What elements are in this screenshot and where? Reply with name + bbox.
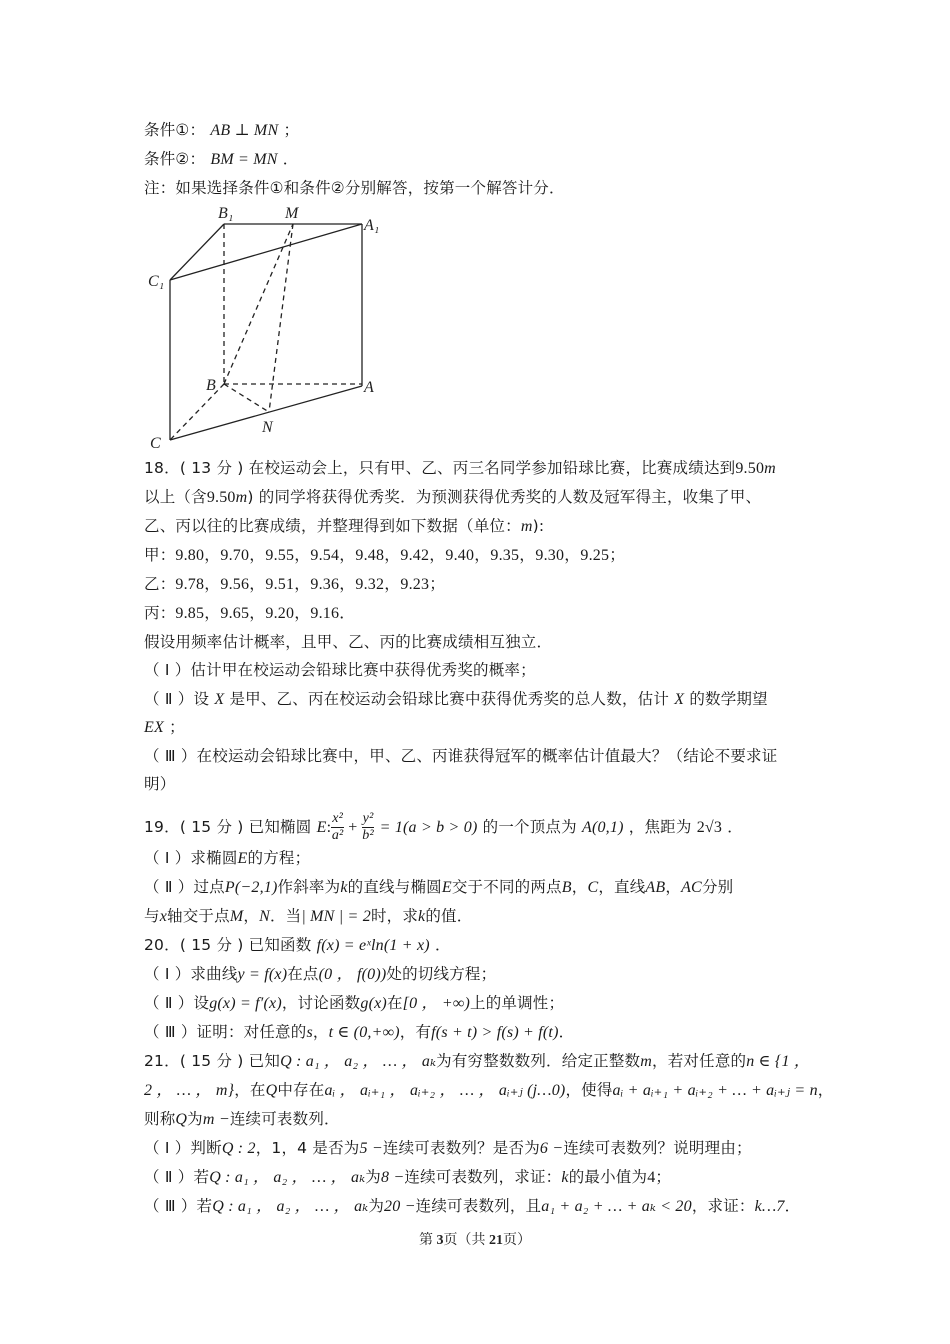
q21-text: 连续可表数列． xyxy=(229,1110,340,1128)
q21-text: ，求证： xyxy=(691,1197,755,1215)
condition-2-math: BM = MN xyxy=(210,151,278,168)
point-B: B xyxy=(561,879,572,896)
q21-line-2 xyxy=(144,1080,833,1101)
punct: ； xyxy=(169,718,185,736)
punct: ， xyxy=(243,907,260,925)
unit: m xyxy=(235,489,248,506)
q18-text: 的数学期望 xyxy=(689,690,768,708)
q18-line-1 xyxy=(144,458,776,479)
var-m: m xyxy=(640,1053,653,1070)
q21-part-2 xyxy=(144,1167,671,1188)
denominator: b² xyxy=(362,828,374,843)
q18-text: 以上（含 xyxy=(144,488,207,506)
value-6: 6 − xyxy=(539,1140,564,1157)
q21-text: （ Ⅱ ）若 xyxy=(144,1168,210,1186)
sum-equation: aᵢ + aᵢ₊₁ + aᵢ₊₂ + … + aᵢ₊ⱼ = n xyxy=(612,1082,818,1099)
var-E: E xyxy=(237,850,248,867)
var-X: X xyxy=(674,691,685,708)
q21-text: ，使得 xyxy=(565,1081,613,1099)
q20-text: （ Ⅱ ）设 xyxy=(144,994,210,1012)
footer-text: 页（共 xyxy=(443,1233,489,1248)
q21-text: 连续可表数列，求证： xyxy=(404,1168,562,1186)
prism-figure xyxy=(142,200,402,452)
point-C: C xyxy=(587,879,599,896)
punct: ． xyxy=(784,1197,801,1215)
q19-text: ，焦距为 xyxy=(628,818,692,836)
q19-text: 的方程； xyxy=(247,849,311,867)
sequence-Q: Q xyxy=(265,1082,278,1099)
interval: [0 ， +∞) xyxy=(402,995,470,1012)
k-bound: k…7 xyxy=(754,1198,785,1215)
q19-text: ，直线 xyxy=(598,878,646,896)
q19-text: 的值． xyxy=(425,907,473,925)
q21-text: 为 xyxy=(368,1197,385,1215)
total-pages: 21 xyxy=(489,1233,503,1248)
q18-line-2 xyxy=(144,487,761,508)
condition-1-label: 条件①： xyxy=(144,121,206,139)
q20-part-1 xyxy=(144,964,496,985)
var-k: k xyxy=(340,879,348,896)
label-A: A xyxy=(364,379,374,396)
q20-part-3 xyxy=(144,1022,574,1043)
q21-text: 则称 xyxy=(144,1110,176,1128)
punct: ， xyxy=(571,878,588,896)
var-m: m − xyxy=(202,1111,230,1128)
q18-text: （ Ⅱ ）设 xyxy=(144,690,210,708)
q19-text: 时，求 xyxy=(370,907,419,925)
punct: ； xyxy=(283,121,300,139)
line-AB: AB xyxy=(645,879,666,896)
score-label: 丙： xyxy=(144,604,176,622)
condition-1-math: AB ⊥ MN xyxy=(210,122,279,139)
condition-MN: | MN | = 2 xyxy=(301,908,371,925)
condition-2-label: 条件②： xyxy=(144,150,206,168)
q18-text: 是甲、乙、丙在校运动会铅球比赛中获得优秀奖的总人数，估计 xyxy=(229,690,670,708)
q21-text: 连续可表数列？说明理由； xyxy=(563,1139,752,1157)
q18-part-1: （ Ⅰ ）估计甲在校运动会铅球比赛中获得优秀奖的概率； xyxy=(144,661,536,679)
q18-part-3: （ Ⅲ ）在校运动会铅球比赛中，甲、乙、丙谁获得冠军的概率估计值最大？（结论不要求证 xyxy=(144,747,778,765)
q21-text: ，若对任意的 xyxy=(652,1052,747,1070)
condition-2 xyxy=(144,149,299,170)
q18-scores-jia xyxy=(144,545,625,566)
q19-text: （ Ⅰ ）求椭圆 xyxy=(144,849,238,867)
punct: ， xyxy=(665,878,682,896)
label-B: B xyxy=(206,377,216,394)
label-C1: C₁ xyxy=(148,273,165,290)
fraction-y2-b2 xyxy=(362,811,375,844)
q19-text: 与 xyxy=(144,907,160,925)
value-20: 20 − xyxy=(384,1198,416,1215)
page-number: 3 xyxy=(436,1233,444,1248)
q19-text: （ Ⅱ ）过点 xyxy=(144,878,225,896)
value-4: 4 xyxy=(647,1169,656,1186)
point-P: P(−2,1) xyxy=(224,879,278,896)
q20-text: （ Ⅰ ）求曲线 xyxy=(144,965,238,983)
punct: ， xyxy=(817,1081,834,1099)
var-EX: EX xyxy=(144,719,164,736)
q18-part-2 xyxy=(144,689,768,710)
q20-text: ，有 xyxy=(399,1023,432,1041)
q21-text: 为有穷整数数列．给定正整数 xyxy=(436,1052,641,1070)
var-E: E xyxy=(441,879,452,896)
score-values: 9.80，9.70，9.55，9.54，9.48，9.42，9.40，9.35，9.30，9.25； xyxy=(175,547,626,564)
q21-text: ，在 xyxy=(234,1081,266,1099)
var-s: s xyxy=(306,1024,313,1041)
q19-text: ．当 xyxy=(269,907,302,925)
score-values: 9.78，9.56，9.51，9.36，9.32，9.23； xyxy=(175,576,446,593)
set-n: n ∈ {1 ， xyxy=(746,1053,811,1070)
equation-tail: = 1(a > b > 0) xyxy=(379,819,478,836)
score-values: 9.85，9.65，9.20，9.16． xyxy=(175,605,356,622)
var-x: x xyxy=(159,908,168,925)
punct: ． xyxy=(434,936,451,954)
q21-text: （ Ⅲ ）若 xyxy=(144,1197,213,1215)
q21-text: 连续可表数列，且 xyxy=(415,1197,542,1215)
sum-inequality: a₁ + a₂ + … + aₖ < 20 xyxy=(541,1198,692,1215)
q18-part-3-cont: 明） xyxy=(144,775,176,793)
scoring-note: 注：如果选择条件①和条件②分别解答，按第一个解答计分． xyxy=(144,179,565,197)
sequence-Q: Q : a₁ ， a₂ ， … ， aₖ xyxy=(280,1053,437,1070)
label-C: C xyxy=(150,435,161,452)
q20-text: 上的单调性； xyxy=(470,994,565,1012)
point-M: M xyxy=(229,908,244,925)
fraction-x2-a2 xyxy=(331,811,344,844)
punct: ． xyxy=(727,818,743,836)
q21-text: （ Ⅰ ）判断 xyxy=(144,1139,222,1157)
punct: ． xyxy=(558,1023,575,1041)
label-B1: B₁ xyxy=(218,205,234,222)
var-t: t ∈ (0,+∞) xyxy=(328,1024,400,1041)
label-N: N xyxy=(262,419,273,436)
q19-text: 分别 xyxy=(701,878,734,896)
q18-assumption: 假设用频率估计概率，且甲、乙、丙的比赛成绩相互独立． xyxy=(144,633,553,651)
set-n: 2 ， … ， m} xyxy=(144,1082,235,1099)
label-M: M xyxy=(285,205,299,222)
q18-threshold: 9.50 xyxy=(735,460,765,477)
q20-text: 处的切线方程； xyxy=(386,965,497,983)
q18-text: ): xyxy=(532,517,545,535)
q20-text: ，讨论函数 xyxy=(281,994,361,1012)
condition-1 xyxy=(144,120,299,141)
sequence-Q: Q : 2 xyxy=(221,1140,256,1157)
numerator: y² xyxy=(362,811,374,826)
q19-text: 19．( 15 分 ) 已知椭圆 xyxy=(144,818,312,836)
q21-text: ，1，4 是否为 xyxy=(255,1139,360,1157)
q18-text: 18．( 13 分 ) 在校运动会上，只有甲、乙、丙三名同学参加铅球比赛，比赛成绩达到 xyxy=(144,459,736,477)
value-8: 8 − xyxy=(380,1169,405,1186)
q21-text: 连续可表数列？是否为 xyxy=(382,1139,540,1157)
prism-diagram xyxy=(142,200,402,452)
q19-text: 的一个顶点为 xyxy=(482,818,577,836)
q19-text: 的直线与椭圆 xyxy=(347,878,442,896)
unit: m xyxy=(764,460,776,477)
q18-text: 乙、丙以往的比赛成绩，并整理得到如下数据（单位： xyxy=(144,517,521,535)
focal-distance: 2√3 xyxy=(696,819,723,836)
value-5: 5 − xyxy=(359,1140,383,1157)
q18-part-2-cont xyxy=(144,717,185,738)
q21-part-1 xyxy=(144,1138,752,1159)
q19-text: 作斜率为 xyxy=(277,878,341,896)
q20-intro xyxy=(144,935,451,956)
point-A: A(0,1) xyxy=(581,819,624,836)
q19-intro: 19．( 15 分 ) 已知椭圆 E: $\frac{\text{x²}}{\text{a²}}$ + $\frac{\text{y²}}{\text{b²}}$ = 1(a > b > 0) 的一个顶点为 A(0,1) ，焦距为 2√3 ． xyxy=(144,811,743,843)
denominator: a² xyxy=(331,828,344,843)
function-f: f(x) = eˣln(1 + x) xyxy=(316,937,430,954)
q18-scores-yi xyxy=(144,574,445,595)
q21-text: 的最小值为 xyxy=(568,1168,648,1186)
q21-text: 21．( 15 分 ) 已知 xyxy=(144,1052,281,1070)
q20-text: 在点 xyxy=(287,965,319,983)
punct: ； xyxy=(655,1168,672,1186)
q21-text: 为 xyxy=(365,1168,381,1186)
var-k: k xyxy=(418,908,426,925)
footer-text: 第 xyxy=(419,1233,437,1248)
var-k: k xyxy=(561,1169,569,1186)
q19-text: 轴交于点 xyxy=(167,907,230,925)
numerator: x² xyxy=(332,811,344,826)
var-X: X xyxy=(214,691,225,708)
curve: y = f(x) xyxy=(237,966,288,983)
q19-part-2 xyxy=(144,877,733,898)
page-footer xyxy=(0,1229,950,1249)
score-label: 甲： xyxy=(144,546,176,564)
sequence-Q: Q : a₁ ， a₂ ， … ， aₖ xyxy=(209,1169,366,1186)
var-E: E xyxy=(316,819,327,836)
score-label: 乙： xyxy=(144,575,176,593)
q19-part-1 xyxy=(144,848,310,869)
q18-text: ) 的同学将获得优秀奖．为预测获得优秀奖的人数及冠军得主，收集了甲、 xyxy=(247,488,762,506)
punct: ， xyxy=(312,1023,329,1041)
unit: m xyxy=(520,518,533,535)
sequence-Q: Q : a₁ ， a₂ ， … ， aₖ xyxy=(212,1198,369,1215)
q21-line-3 xyxy=(144,1109,340,1130)
q18-threshold: 9.50 xyxy=(206,489,236,506)
q18-scores-bing xyxy=(144,603,355,624)
q19-text: 交于不同的两点 xyxy=(451,878,562,896)
q19-part-2-cont xyxy=(144,906,472,927)
q21-text: 为 xyxy=(187,1110,203,1128)
subsequence: aᵢ ， aᵢ₊₁ ， aᵢ₊₂ ， … ， aᵢ₊ⱼ (j…0) xyxy=(324,1082,566,1099)
punct: ． xyxy=(282,150,299,168)
q21-text: 中存在 xyxy=(277,1081,325,1099)
label-A1: A₁ xyxy=(364,217,380,234)
q20-text: （ Ⅲ ）证明：对任意的 xyxy=(144,1023,307,1041)
inequality: f(s + t) > f(s) + f(t) xyxy=(431,1024,559,1041)
q20-text: 20．( 15 分 ) 已知函数 xyxy=(144,936,312,954)
function-g: g(x) xyxy=(360,995,387,1012)
q21-line-1 xyxy=(144,1051,810,1072)
sequence-Q: Q xyxy=(175,1111,188,1128)
line-AC: AC xyxy=(681,879,702,896)
footer-text: 页） xyxy=(503,1233,531,1248)
point-N: N xyxy=(259,908,270,925)
point: (0 ， f(0)) xyxy=(318,966,387,983)
q20-part-2 xyxy=(144,993,564,1014)
q21-part-3 xyxy=(144,1196,800,1217)
q18-line-3 xyxy=(144,516,544,537)
function-g: g(x) = f′(x) xyxy=(209,995,282,1012)
q20-text: 在 xyxy=(386,994,403,1012)
